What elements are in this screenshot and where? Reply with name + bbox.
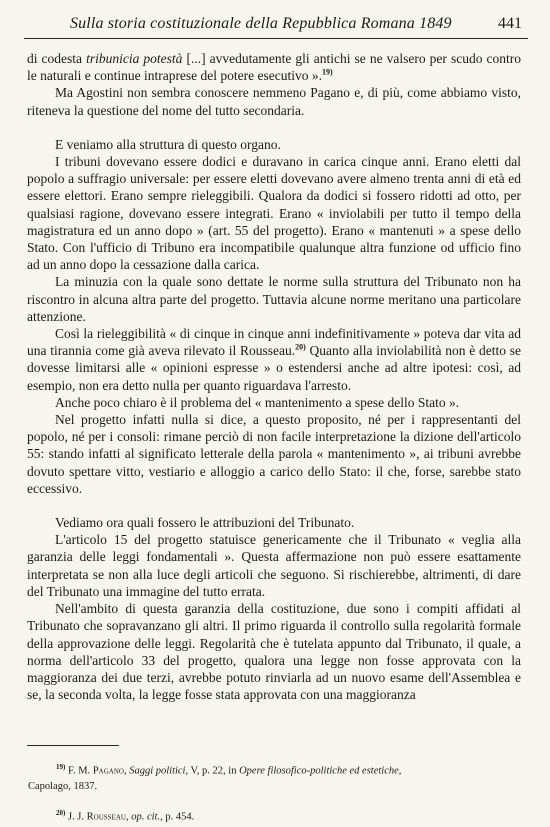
text-run: ,	[125, 811, 132, 822]
paragraph	[27, 273, 521, 325]
text-run: op. cit.	[131, 811, 161, 822]
text-run: di codesta	[27, 51, 87, 66]
text-run: Saggi politici	[129, 765, 186, 777]
main-text	[27, 50, 521, 703]
text-run: Ma Agostini non sembra conoscere nemmeno Pagano e, di più, come abbiamo visto, riteneva la questione del nome del tutto secondaria.	[27, 85, 521, 118]
footnote-ref: 19)	[56, 763, 66, 771]
paragraph	[27, 84, 521, 118]
section-break	[27, 119, 521, 136]
paragraph	[27, 514, 521, 531]
text-run: Vediamo ora quali fossero le attribuzioni del Tribunato.	[55, 515, 355, 531]
text-run: J. J.	[65, 811, 87, 822]
running-title: Sulla storia costituzionale della Repubblica Romana 1849	[70, 15, 452, 32]
text-run: [...] avvedutamente gli antichi se ne valsero per scudo contro le naturali e continue intraprese del potere esecutivo ».	[27, 51, 522, 84]
text-run: L'articolo 15 del progetto statuisce genericamente che il Tribunato « veglia alla garanzia delle leggi fondamentali ». Questa affermazione non può essere esattamente interpretata se non alla luce degli articoli che seguono. Si rischierebbe, altrimenti, di dare del Tribunato una immagine del tutto errata.	[27, 532, 521, 599]
footnotes	[28, 760, 518, 824]
text-run: ,	[398, 765, 402, 777]
paragraph	[27, 153, 521, 273]
text-run: Rousseau	[86, 811, 126, 822]
text-run: , V, p. 22, in	[185, 765, 240, 777]
text-run: Così la rieleggibilità « di cinque in cinque anni indefinitivamente » poteva dar vita ad una tirannia come già aveva rilevato il Rousseau.	[27, 326, 521, 359]
text-run: Pagano	[92, 765, 124, 777]
text-run: Quanto alla inviolabilità non è detto se dovesse limitarsi alle « opinioni espresse » o estendersi anche ad altre ipotesi: così, ad esempio, non era detto nulla per quanto riguardava l'arresto.	[27, 343, 521, 393]
footnote-ref: 19)	[322, 67, 333, 77]
text-run: La minuzia con la quale sono dettate le norme sulla struttura del Tribunato non ha riscontro in alcuna altra parte del progetto. Tuttavia alcune norme meritano una particolare attenzione.	[27, 274, 521, 324]
paragraph	[27, 411, 521, 497]
text-run: Anche poco chiaro è il problema del « mantenimento a spese dello Stato ».	[55, 394, 460, 410]
footnote-ref: 20)	[295, 342, 306, 352]
paragraph	[27, 600, 521, 703]
text-run: E veniamo alla struttura di questo organo.	[55, 136, 281, 152]
paragraph	[27, 136, 521, 153]
text-run: ,	[123, 765, 130, 777]
text-run: I tribuni dovevano essere dodici e duravano in carica cinque anni. Erano eletti dal popolo a suffragio universale: per essere eletti dovevano avere almeno trenta anni di età ed essere elettori. Erano sempre rieleggibili. Qualora da dodici si fossero ridotti ad otto, per qualsiasi ragione, dovevano essere integrati. Erano « inviolabili per tutto il tempo della magistratura ed un anno dopo » (art. 55 del progetto). Erano « mantenuti » a spese dello Stato. Con l'ufficio di Tribuno era incompatibile qualunque altra funzione od ufficio fino ad un anno dopo la cessazione dalla carica.	[27, 154, 521, 273]
footnote-continuation: Capolago, 1837.	[28, 780, 98, 792]
text-run: F. M.	[65, 765, 93, 777]
footnote-ref: 20)	[56, 808, 66, 817]
footnote	[56, 760, 518, 779]
text-run: tribunicia potestà	[86, 51, 183, 66]
text-run: , p. 454.	[160, 811, 195, 822]
paragraph	[27, 325, 521, 394]
section-break	[27, 497, 521, 514]
paragraph	[27, 531, 521, 600]
text-run: Nel progetto infatti nulla si dice, a questo proposito, né per i rappresentanti del popolo, né per i consoli: rimane perciò di non facile interpretazione la dizione dell'articolo 55: stando infatti al significato letterale della parola « mantenimento », ai tribuni avrebbe dovuto spettare vitto, vestiario e alloggio a carico dello Stato: il che, forse, sarebbe stato eccessivo.	[27, 412, 521, 496]
paragraph	[27, 394, 521, 411]
running-header	[24, 8, 528, 39]
page-number: 441	[498, 15, 522, 32]
footnote-divider	[27, 745, 119, 746]
paragraph	[27, 50, 521, 84]
text-run: Opere filosofico-politiche ed estetiche	[239, 765, 399, 777]
text-run: Nell'ambito di questa garanzia della costituzione, due sono i compiti affidati al Tribunato che sopravanzano gli altri. Il primo riguarda il controllo sulla regolarità formale della approvazione delle leggi. Regolarità che è tutelata appunto dal Tribunato, il quale, a norma dell'articolo 33 del progetto, qualora una legge non fosse approvata con la maggioranza dei due terzi, avrebbe potuto rinviarla ad un nuovo esame dell'Assemblea e se, la seconda volta, la legge fosse stata approvata con una maggioranza	[27, 601, 521, 703]
footnote	[56, 806, 518, 825]
